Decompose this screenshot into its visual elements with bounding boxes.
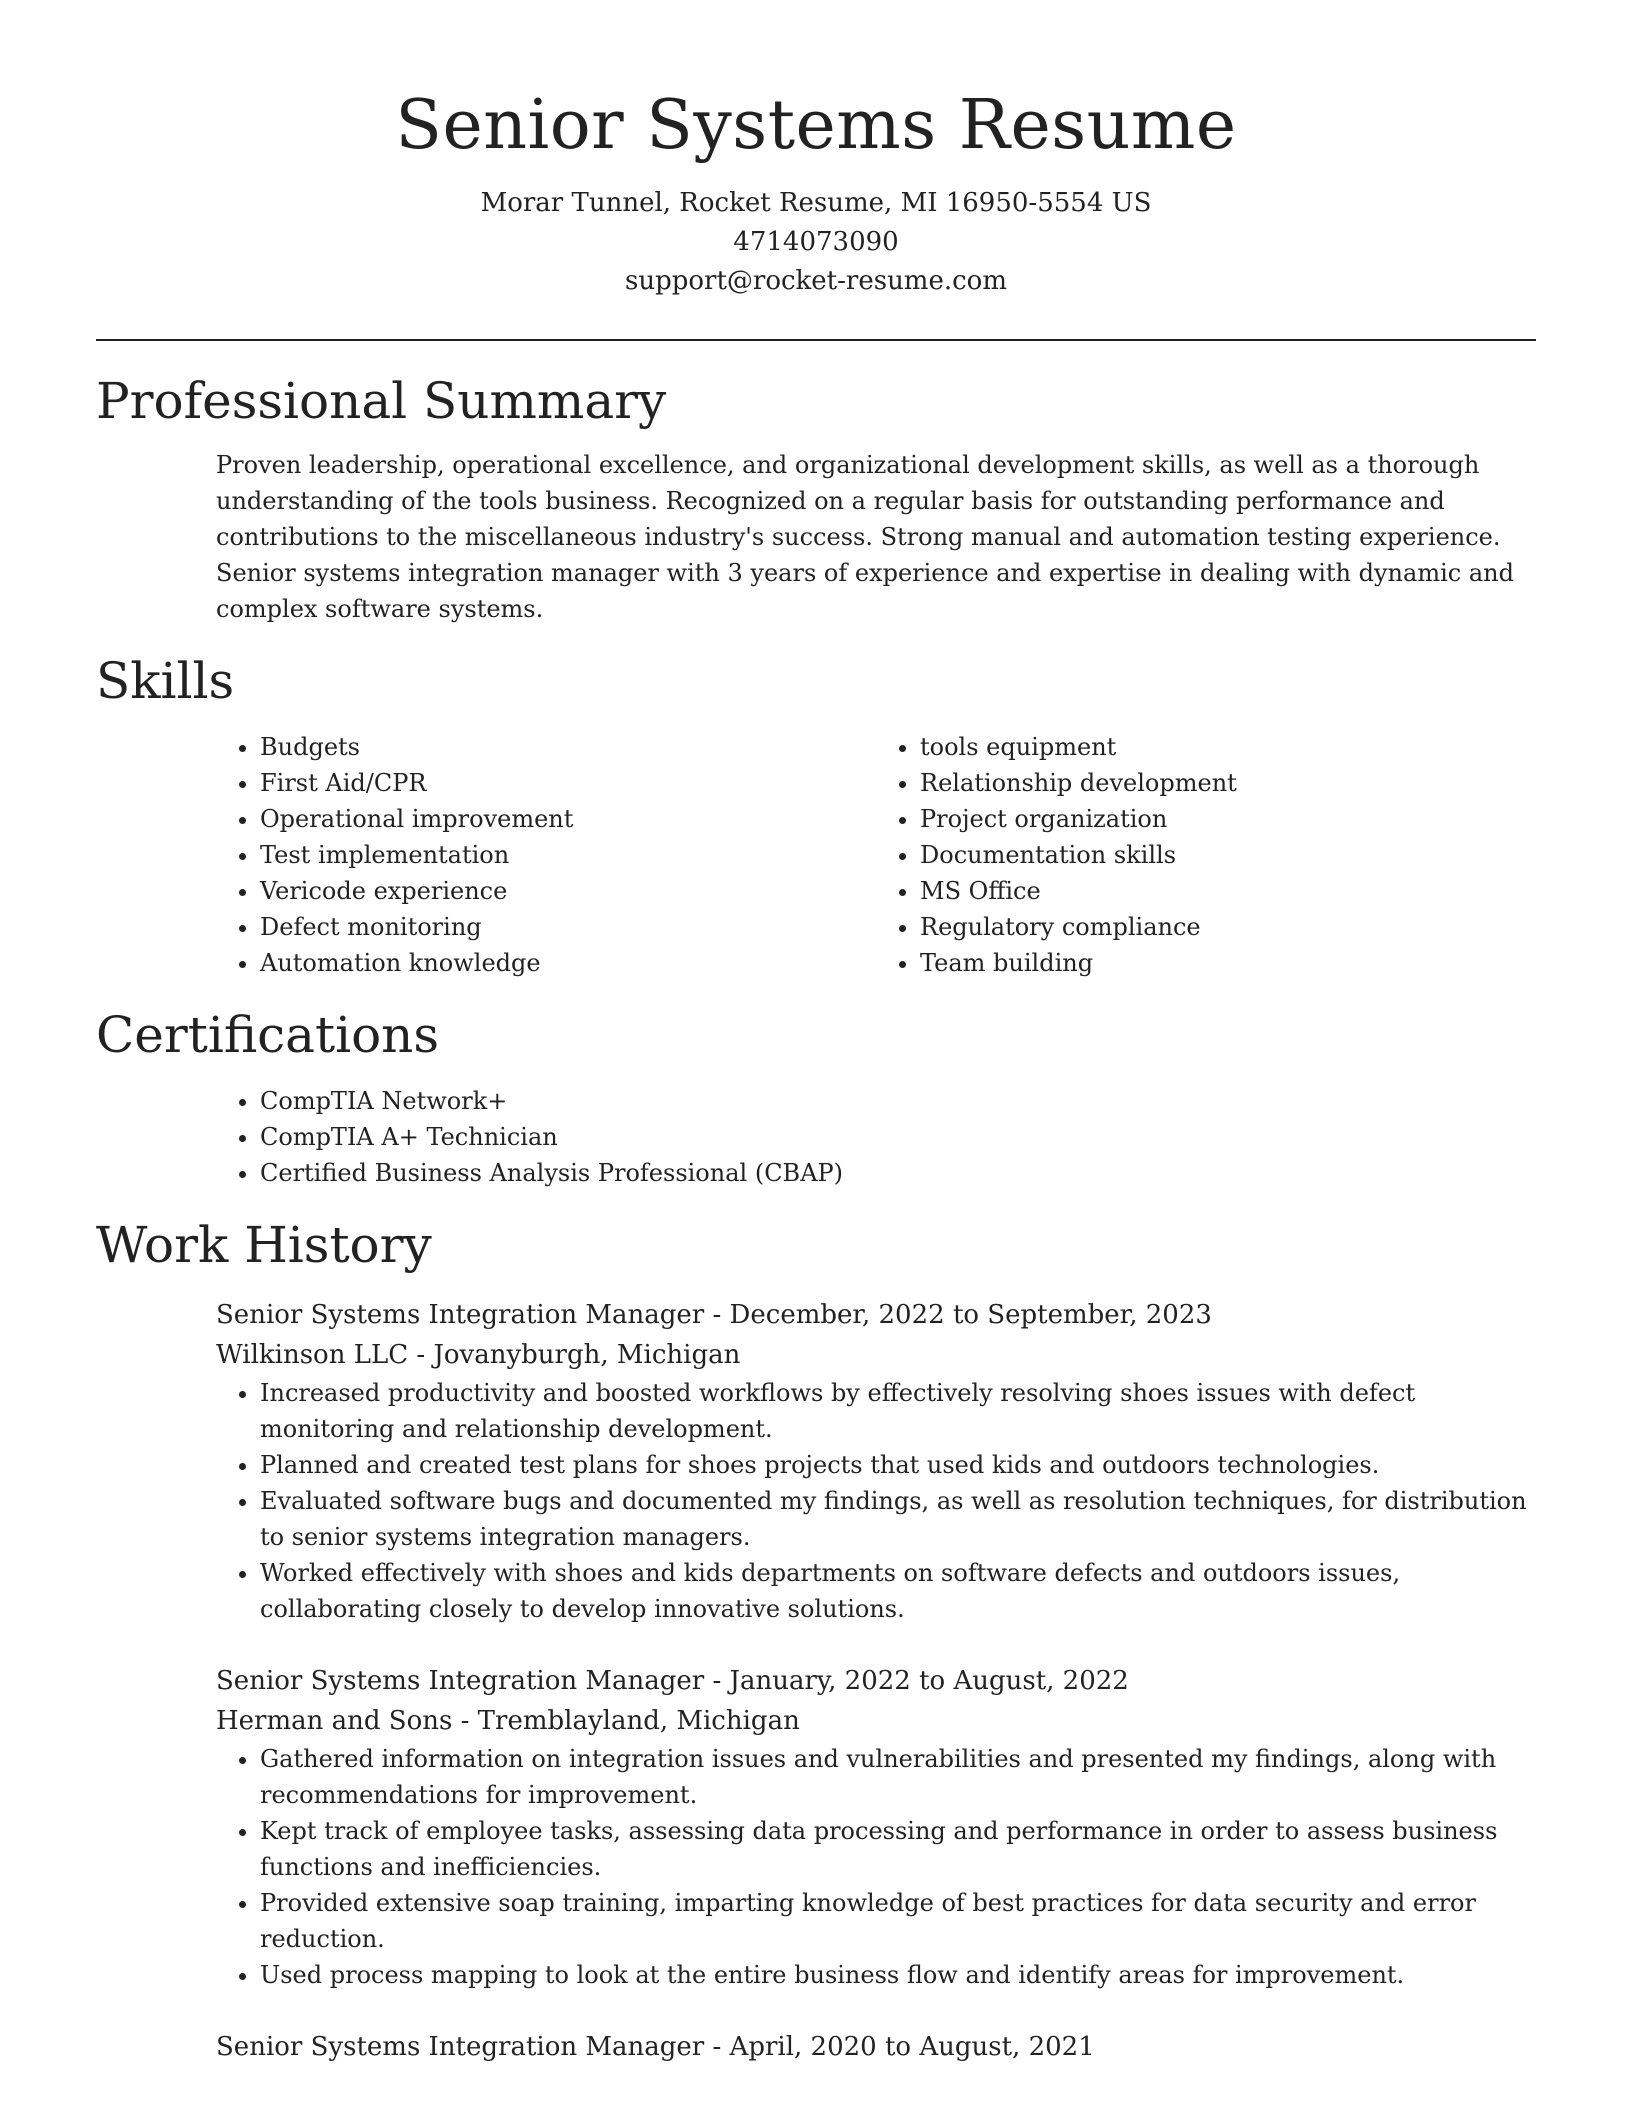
- contact-phone: 4714073090: [733, 227, 899, 257]
- job-company-line: Wilkinson LLC - Jovanyburgh, Michigan: [216, 1340, 741, 1370]
- summary-section: [96, 369, 1536, 627]
- skill-item: • Regulatory compliance: [920, 909, 1536, 945]
- certification-item: • CompTIA Network+: [260, 1083, 1536, 1119]
- skill-item: • First Aid/CPR: [260, 765, 876, 801]
- skills-list-right: [876, 729, 1536, 981]
- skill-item: • Relationship development: [920, 765, 1536, 801]
- skill-item: • Vericode experience: [260, 873, 876, 909]
- resume-title: Senior Systems Resume: [395, 86, 1237, 165]
- certification-item: • Certified Business Analysis Professional (CBAP): [260, 1155, 1536, 1191]
- summary-text: Proven leadership, operational excellence, and organizational development skills, as well as a thorough understanding of the tools business. Recognized on a regular basis for outstanding performance and contributions to the miscellaneous industry's success. Strong manual and automation testing experience. Senior systems integration manager with 3 years of experience and expertise in dealing with dynamic and complex software systems.: [216, 451, 1514, 623]
- job-bullet: • Worked effectively with shoes and kids departments on software defects and outdoors issues, collaborating closely to develop innovative solutions.: [260, 1555, 1536, 1627]
- certifications-block: [96, 1083, 1536, 1191]
- work-history-heading: Work History: [96, 1216, 432, 1274]
- summary-heading: Professional Summary: [96, 372, 667, 430]
- skill-item: • Automation knowledge: [260, 945, 876, 981]
- job-bullet: • Used process mapping to look at the entire business flow and identify areas for improvement.: [260, 1957, 1536, 1993]
- contact-address: Morar Tunnel, Rocket Resume, MI 16950-5554 US: [480, 188, 1152, 218]
- certifications-section: [96, 1003, 1536, 1191]
- skill-item: • Documentation skills: [920, 837, 1536, 873]
- skill-item: • Operational improvement: [260, 801, 876, 837]
- job-bullet: • Kept track of employee tasks, assessing data processing and performance in order to assess business functions and inefficiencies.: [260, 1813, 1536, 1885]
- skill-item: • Project organization: [920, 801, 1536, 837]
- job-bullet: • Planned and created test plans for shoes projects that used kids and outdoors technologies.: [260, 1447, 1536, 1483]
- skills-heading: Skills: [96, 652, 235, 710]
- job-entry: [96, 1295, 1536, 1627]
- skills-list-left: [216, 729, 876, 981]
- job-bullet: • Evaluated software bugs and documented my findings, as well as resolution techniques, for distribution to senior systems integration managers.: [260, 1483, 1536, 1555]
- job-bullet: • Gathered information on integration issues and vulnerabilities and presented my findings, along with recommendations for improvement.: [260, 1741, 1536, 1813]
- job-bullet-list: [216, 1741, 1536, 1993]
- contact-block: [96, 184, 1536, 301]
- skill-item: • Team building: [920, 945, 1536, 981]
- certifications-list: [216, 1083, 1536, 1191]
- certifications-heading: Certifications: [96, 1006, 440, 1064]
- skill-item: • Budgets: [260, 729, 876, 765]
- skill-item: • tools equipment: [920, 729, 1536, 765]
- skills-columns: [96, 729, 1536, 981]
- job-title-line: Senior Systems Integration Manager - January, 2022 to August, 2022: [216, 1666, 1129, 1696]
- job-entry: [96, 1661, 1536, 1993]
- work-history-section: [96, 1213, 1536, 2067]
- skill-item: • Test implementation: [260, 837, 876, 873]
- job-bullet: • Provided extensive soap training, imparting knowledge of best practices for data security and error reduction.: [260, 1885, 1536, 1957]
- job-title-line: Senior Systems Integration Manager - April, 2020 to August, 2021: [216, 2032, 1095, 2062]
- job-entry: [96, 2027, 1536, 2067]
- skill-item: • MS Office: [920, 873, 1536, 909]
- job-title-line: Senior Systems Integration Manager - December, 2022 to September, 2023: [216, 1300, 1212, 1330]
- contact-email: support@rocket-resume.com: [624, 266, 1007, 296]
- skills-section: [96, 649, 1536, 981]
- job-bullet-list: [216, 1375, 1536, 1627]
- resume-header: [96, 0, 1536, 301]
- job-bullet: • Increased productivity and boosted workflows by effectively resolving shoes issues with defect monitoring and relationship development.: [260, 1375, 1536, 1447]
- certification-item: • CompTIA A+ Technician: [260, 1119, 1536, 1155]
- job-company-line: Herman and Sons - Tremblayland, Michigan: [216, 1706, 800, 1736]
- skill-item: • Defect monitoring: [260, 909, 876, 945]
- header-divider: [96, 339, 1536, 341]
